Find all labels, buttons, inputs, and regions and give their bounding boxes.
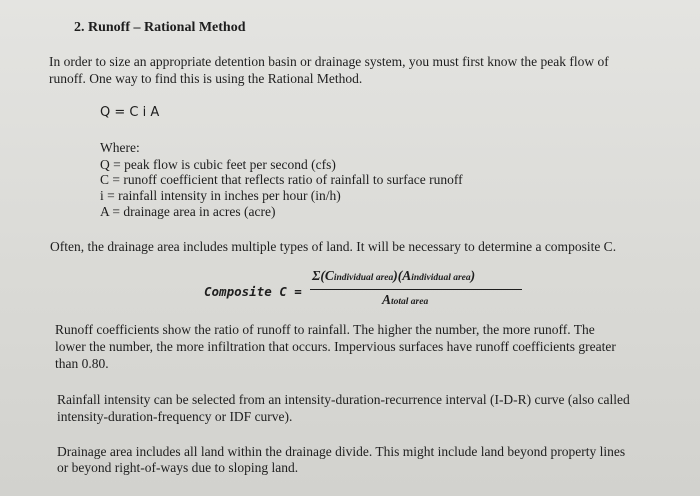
drainage-para-line-1: Drainage area includes all land within the drainage divide. This might include land beyond property lines (57, 444, 626, 459)
runoff-para-line-2: lower the number, the more infiltration that occurs. Impervious surfaces have runoff coefficients greater (55, 339, 616, 354)
numerator-prefix: Σ(C (312, 268, 334, 283)
denominator-sub: total area (391, 297, 429, 307)
rational-formula: Q = C i A (100, 105, 160, 120)
composite-intro: Often, the drainage area includes multiple types of land. It will be necessary to determine a composite C. (50, 239, 617, 254)
where-item-i: i = rainfall intensity in inches per hour (in/h) (100, 188, 341, 203)
numerator-sub-2: individual area (411, 273, 471, 283)
numerator-suffix: ) (470, 268, 476, 283)
numerator-mid: )(A (393, 268, 412, 283)
fraction-bar (310, 289, 522, 290)
drainage-para-line-2: or beyond right-of-ways due to sloping land. (57, 460, 299, 475)
denominator-main: A (382, 292, 392, 307)
numerator-sub-1: individual area (333, 273, 394, 283)
composite-denominator (382, 292, 428, 310)
where-item-a: A = drainage area in acres (acre) (100, 204, 276, 219)
runoff-para-line-3: than 0.80. (55, 356, 109, 371)
composite-numerator (312, 268, 475, 286)
composite-label: Composite C = (204, 284, 302, 299)
runoff-para-line-1: Runoff coefficients show the ratio of runoff to rainfall. The higher the number, the more runoff. The (55, 322, 595, 337)
intro-line-1: In order to size an appropriate detention basin or drainage system, you must first know the peak flow of (49, 54, 609, 69)
section-heading: 2. Runoff – Rational Method (74, 20, 246, 35)
rainfall-para-line-2: intensity-duration-frequency or IDF curve). (57, 409, 293, 424)
where-item-c: C = runoff coefficient that reflects ratio of rainfall to surface runoff (100, 172, 463, 187)
where-label: Where: (100, 140, 140, 155)
rainfall-para-line-1: Rainfall intensity can be selected from an intensity-duration-recurrence interval (I-D-R) curve (also called (57, 392, 630, 407)
where-item-q: Q = peak flow is cubic feet per second (cfs) (100, 157, 336, 172)
intro-line-2: runoff. One way to find this is using the Rational Method. (49, 71, 363, 86)
